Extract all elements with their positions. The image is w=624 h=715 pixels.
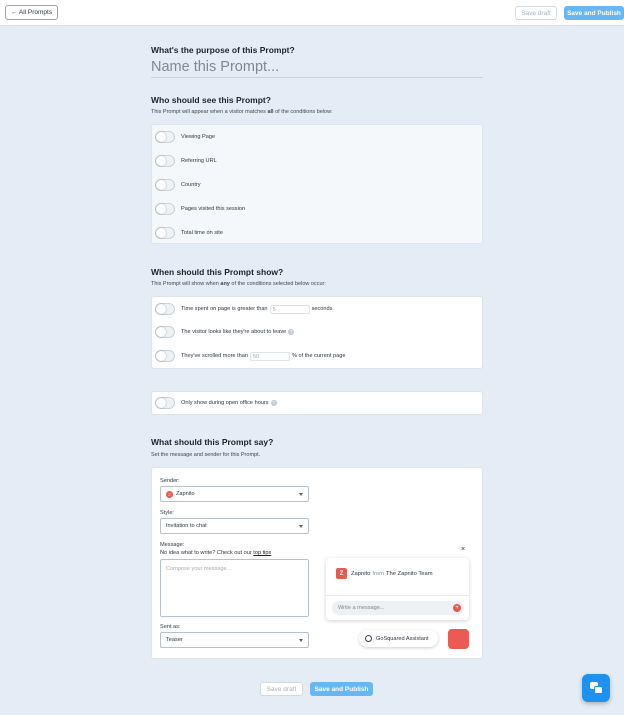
timing-subtitle: This Prompt will show when any of the conditions selected below occur: — [151, 281, 326, 287]
preview-divider — [326, 595, 469, 596]
timing-conditions-panel — [151, 296, 483, 369]
top-tips-link[interactable]: top tips — [253, 550, 272, 556]
chevron-down-icon — [299, 493, 303, 496]
save-and-publish-button-top[interactable]: Save and Publish — [564, 6, 624, 20]
preview-message-input[interactable]: Write a message... + — [332, 601, 464, 615]
toggle-switch[interactable] — [155, 227, 175, 239]
condition-scroll-depth[interactable]: They've scrolled more than 50 % of the current page — [155, 349, 345, 363]
style-select[interactable]: Invitation to chat — [160, 518, 309, 534]
condition-office-hours[interactable]: Only show during open office hours ? — [155, 396, 277, 410]
audience-heading: Who should see this Prompt? — [151, 95, 271, 105]
condition-total-time[interactable]: Total time on site — [155, 226, 223, 240]
toggle-switch[interactable] — [155, 326, 175, 338]
toggle-switch[interactable] — [155, 397, 175, 409]
condition-pages-visited[interactable]: Pages visited this session — [155, 202, 245, 216]
chevron-down-icon — [299, 639, 303, 642]
audience-subtitle: This Prompt will appear when a visitor matches all of the conditions below: — [151, 109, 333, 115]
compose-message-textarea[interactable]: Compose your message... — [160, 559, 309, 617]
condition-time-on-page[interactable]: Time spent on page is greater than 5 seconds — [155, 302, 332, 316]
toggle-switch[interactable] — [155, 303, 175, 315]
help-icon[interactable]: ? — [289, 329, 293, 334]
gosquared-logo-icon — [365, 635, 372, 642]
sent-as-label: Sent as: — [160, 624, 181, 630]
prompt-name-input[interactable]: Name this Prompt... — [151, 60, 483, 78]
toggle-switch[interactable] — [155, 131, 175, 143]
zapnito-logo-icon: Z — [336, 568, 347, 579]
close-preview-icon[interactable]: × — [461, 546, 466, 553]
save-draft-button-top[interactable]: Save draft — [515, 6, 557, 20]
style-label: Style: — [160, 510, 174, 516]
condition-referring-url[interactable]: Referring URL — [155, 154, 217, 168]
gosquared-assistant-pill[interactable]: GoSquared Assistant — [359, 630, 438, 647]
audience-conditions-panel — [151, 124, 483, 244]
save-and-publish-button-bottom[interactable]: Save and Publish — [310, 682, 373, 696]
toggle-switch[interactable] — [155, 179, 175, 191]
sender-select[interactable]: Z Zapnito — [160, 486, 309, 502]
condition-viewing-page[interactable]: Viewing Page — [155, 130, 215, 144]
scroll-percent-input[interactable]: 50 — [250, 352, 290, 361]
top-bar — [0, 0, 624, 26]
toggle-switch[interactable] — [155, 155, 175, 167]
send-icon[interactable]: + — [453, 604, 461, 612]
message-hint: No idea what to write? Check out our top tips — [160, 550, 272, 556]
message-subtitle: Set the message and sender for this Prompt. — [151, 452, 261, 458]
office-hours-panel — [151, 391, 483, 415]
seconds-input[interactable]: 5 — [270, 305, 310, 314]
toggle-switch[interactable] — [155, 203, 175, 215]
help-icon[interactable]: ? — [272, 400, 275, 405]
chat-launcher-preview[interactable] — [448, 629, 469, 649]
purpose-heading: What's the purpose of this Prompt? — [151, 45, 295, 55]
sender-avatar-icon: Z — [166, 491, 173, 498]
sent-as-select[interactable]: Teaser — [160, 632, 309, 648]
preview-sender-line: Z Zapnito from The Zapnito Team — [336, 568, 433, 579]
toggle-switch[interactable] — [155, 350, 175, 362]
back-to-all-prompts-button[interactable]: ← All Prompts — [5, 5, 58, 20]
message-label: Message: — [160, 542, 185, 548]
sender-label: Sender: — [160, 478, 180, 484]
save-draft-button-bottom[interactable]: Save draft — [260, 682, 303, 696]
chat-bubble-icon — [594, 686, 603, 694]
message-heading: What should this Prompt say? — [151, 437, 274, 447]
condition-country[interactable]: Country — [155, 178, 201, 192]
timing-heading: When should this Prompt show? — [151, 267, 284, 277]
condition-exit-intent[interactable]: The visitor looks like they're about to leave ? — [155, 325, 294, 339]
chevron-down-icon — [299, 525, 303, 528]
chat-widget-button[interactable] — [582, 674, 610, 702]
